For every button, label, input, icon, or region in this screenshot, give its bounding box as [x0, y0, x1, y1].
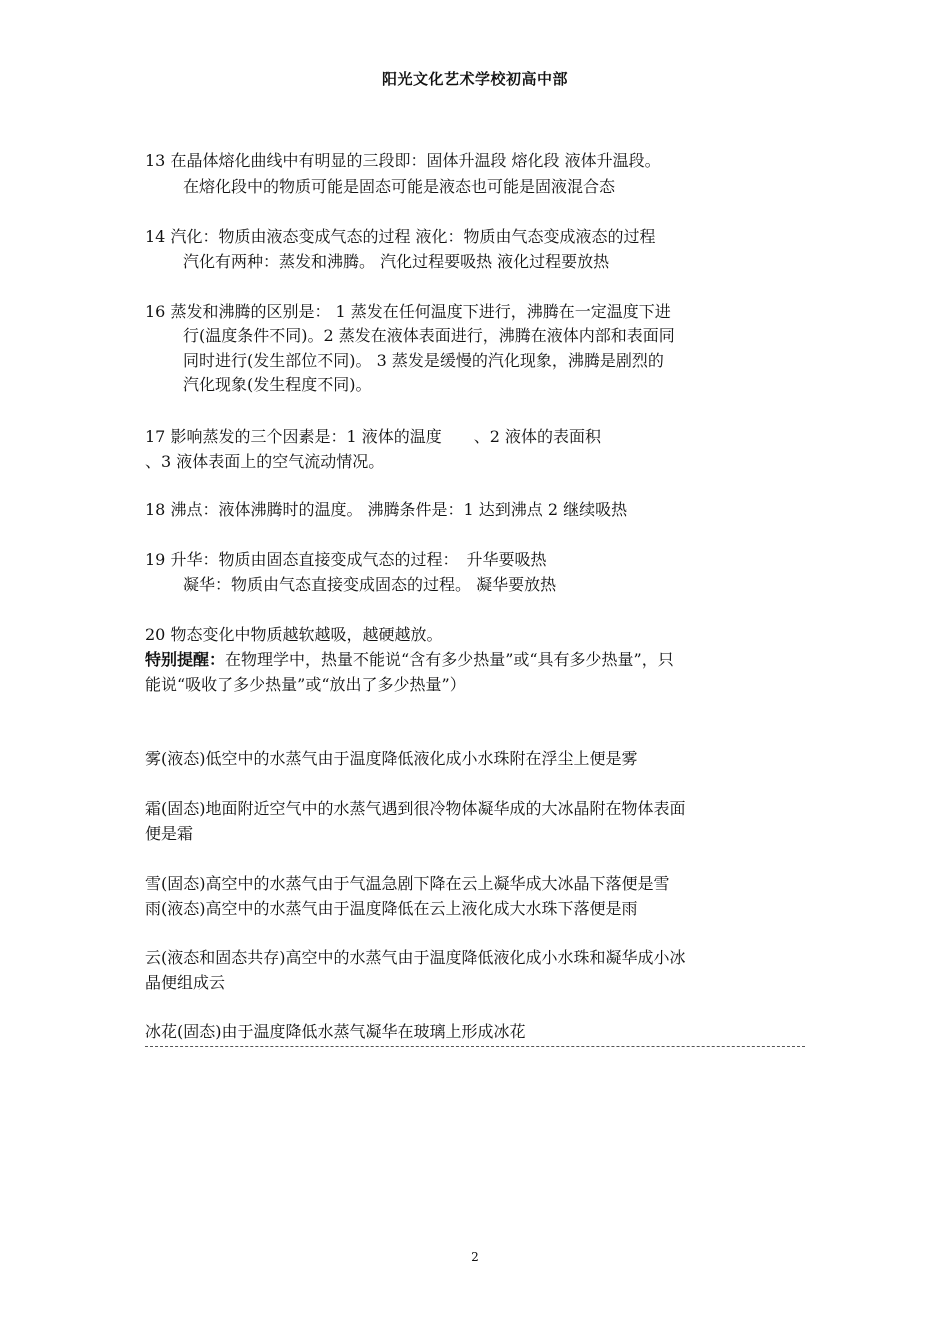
reminder-text-1: 在物理学中，热量不能说“含有多少热量”或“具有多少热量”，只	[225, 650, 674, 669]
fog-line: 雾(液态)低空中的水蒸气由于温度降低液化成小水珠附在浮尘上便是雾	[145, 749, 638, 768]
snow-line: 雪(固态)高空中的水蒸气由于气温急剧下降在云上凝华成大冰晶下落便是雪	[145, 874, 670, 893]
special-reminder	[145, 650, 674, 670]
item-13-line-2: 在熔化段中的物质可能是固态可能是液态也可能是固液混合态	[183, 177, 616, 196]
rain-line: 雨(液态)高空中的水蒸气由于温度降低在云上液化成大水珠下落便是雨	[145, 899, 638, 918]
item-16-line-2: 行(温度条件不同)。2 蒸发在液体表面进行，沸腾在液体内部和表面同	[183, 326, 675, 345]
dashed-divider	[145, 1046, 805, 1047]
item-17-line-2: 、3 液体表面上的空气流动情况。	[145, 452, 385, 471]
cloud-line-2: 晶便组成云	[145, 973, 226, 992]
item-14-line-1: 14 汽化：物质由液态变成气态的过程 液化：物质由气态变成液态的过程	[145, 227, 656, 246]
page-header-title: 阳光文化艺术学校初高中部	[381, 70, 568, 88]
item-14-line-2: 汽化有两种：蒸发和沸腾。 汽化过程要吸热 液化过程要放热	[183, 252, 610, 271]
item-19-line-2: 凝华：物质由气态直接变成固态的过程。 凝华要放热	[183, 575, 557, 594]
item-16-line-3: 同时进行(发生部位不同)。 3 蒸发是缓慢的汽化现象，沸腾是剧烈的	[183, 351, 664, 370]
item-16-line-4: 汽化现象(发生程度不同)。	[183, 375, 372, 394]
ice-flower-line: 冰花(固态)由于温度降低水蒸气凝华在玻璃上形成冰花	[145, 1022, 526, 1041]
frost-line-2: 便是霜	[145, 824, 194, 843]
cloud-line-1: 云(液态和固态共存)高空中的水蒸气由于温度降低液化成小水珠和凝华成小冰	[145, 948, 686, 967]
item-19-line-1: 19 升华：物质由固态直接变成气态的过程： 升华要吸热	[145, 550, 547, 569]
item-13-line-1: 13 在晶体熔化曲线中有明显的三段即：固体升温段 熔化段 液体升温段。	[145, 151, 661, 170]
item-17-line-1: 17 影响蒸发的三个因素是：1 液体的温度 、2 液体的表面积	[145, 427, 601, 446]
page-number: 2	[471, 1250, 479, 1264]
item-18-line-1: 18 沸点：液体沸腾时的温度。 沸腾条件是：1 达到沸点 2 继续吸热	[145, 500, 628, 519]
item-20-line-1: 20 物态变化中物质越软越吸，越硬越放。	[145, 625, 443, 644]
frost-line-1: 霜(固态)地面附近空气中的水蒸气遇到很冷物体凝华成的大冰晶附在物体表面	[145, 799, 686, 818]
item-16-line-1: 16 蒸发和沸腾的区别是： 1 蒸发在任何温度下进行，沸腾在一定温度下进	[145, 302, 671, 321]
reminder-text-2: 能说“吸收了多少热量”或“放出了多少热量”）	[145, 675, 466, 694]
reminder-label: 特别提醒：	[145, 650, 226, 669]
